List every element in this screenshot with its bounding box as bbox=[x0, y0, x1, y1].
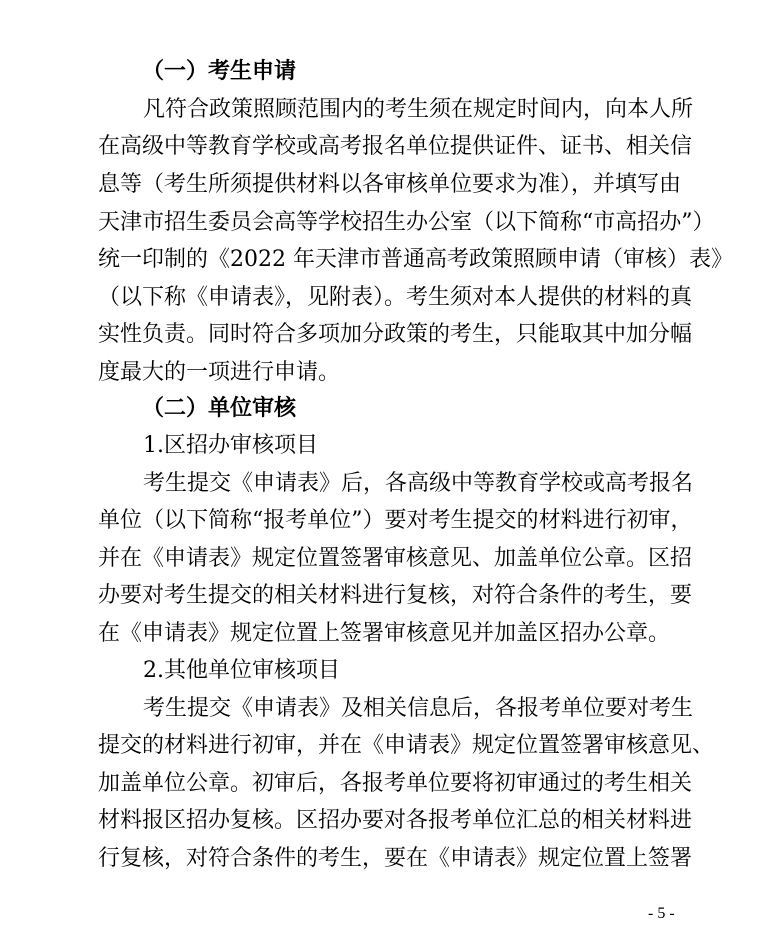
paragraph-line: 单位（以下简称“报考单位”）要对考生提交的材料进行初审， bbox=[98, 508, 693, 533]
paragraph-line: 天津市招生委员会高等学校招生办公室（以下简称“市高招办”） bbox=[98, 210, 715, 235]
paragraph-line: 考生提交《申请表》后，各高级中等教育学校或高考报名 bbox=[143, 471, 694, 496]
paragraph-line: 办要对考生提交的相关材料进行复核，对符合条件的考生，要 bbox=[98, 583, 693, 608]
page-number: - 5 - bbox=[648, 905, 675, 922]
paragraph-line: 材料报区招办复核。区招办要对各报考单位汇总的相关材料进 bbox=[98, 808, 693, 833]
paragraph-line: 行复核，对符合条件的考生，要在《申请表》规定位置上签署 bbox=[98, 846, 693, 871]
paragraph-line: 度最大的一项进行申请。 bbox=[98, 360, 341, 385]
paragraph-line: 统一印制的《2022 年天津市普通高考政策照顾申请（审核）表》 bbox=[98, 247, 733, 272]
paragraph-line: 考生提交《申请表》及相关信息后，各报考单位要对考生 bbox=[143, 696, 694, 721]
item-title-other-unit-review: 2.其他单位审核项目 bbox=[143, 658, 340, 683]
paragraph-line: 加盖单位公章。初审后，各报考单位要将初审通过的考生相关 bbox=[98, 771, 693, 796]
paragraph-line: 提交的材料进行初审，并在《申请表》规定位置签署审核意见、 bbox=[98, 733, 715, 758]
paragraph-line: 在《申请表》规定位置上签署审核意见并加盖区招办公章。 bbox=[98, 621, 671, 646]
section-heading-unit-review: （二）单位审核 bbox=[142, 396, 297, 421]
paragraph-line: 在高级中等教育学校或高考报名单位提供证件、证书、相关信 bbox=[98, 134, 693, 159]
paragraph-line: 凡符合政策照顾范围内的考生须在规定时间内，向本人所 bbox=[143, 97, 694, 122]
paragraph-line: （以下称《申请表》，见附表）。考生须对本人提供的材料的真 bbox=[98, 285, 693, 310]
paragraph-line: 并在《申请表》规定位置签署审核意见、加盖单位公章。区招 bbox=[98, 546, 693, 571]
item-title-district-review: 1.区招办审核项目 bbox=[143, 433, 318, 458]
paragraph-line: 实性负责。同时符合多项加分政策的考生，只能取其中加分幅 bbox=[98, 322, 693, 347]
section-heading-applicant: （一）考生申请 bbox=[142, 59, 297, 84]
paragraph-line: 息等（考生所须提供材料以各审核单位要求为准），并填写由 bbox=[98, 172, 682, 197]
